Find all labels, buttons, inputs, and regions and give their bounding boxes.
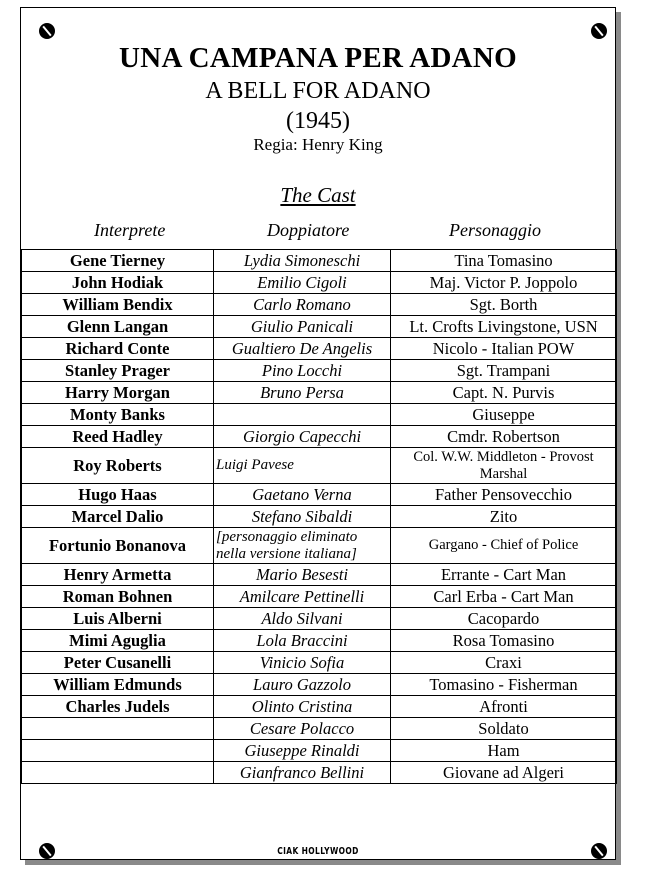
dubber-cell: Vinicio Sofia bbox=[214, 652, 391, 674]
role-cell: Rosa Tomasino bbox=[391, 630, 617, 652]
ciak-hollywood-logo: CIAK HOLLYWOOD bbox=[277, 846, 359, 857]
role-cell: Sgt. Trampani bbox=[391, 360, 617, 382]
dubber-cell: Amilcare Pettinelli bbox=[214, 586, 391, 608]
cast-plate bbox=[20, 7, 616, 860]
role-cell: Nicolo - Italian POW bbox=[391, 338, 617, 360]
table-row bbox=[22, 608, 617, 630]
actor-cell: Luis Alberni bbox=[22, 608, 214, 630]
role-cell: Ham bbox=[391, 740, 617, 762]
dubber-cell: Cesare Polacco bbox=[214, 718, 391, 740]
actor-cell: Monty Banks bbox=[22, 404, 214, 426]
dubber-cell: Gualtiero De Angelis bbox=[214, 338, 391, 360]
role-cell: Capt. N. Purvis bbox=[391, 382, 617, 404]
actor-cell: William Edmunds bbox=[22, 674, 214, 696]
role-cell: Col. W.W. Middleton - Provost Marshal bbox=[391, 448, 617, 484]
column-header-dubber: Doppiatore bbox=[267, 220, 350, 240]
dubber-cell: Lauro Gazzolo bbox=[214, 674, 391, 696]
table-row bbox=[22, 426, 617, 448]
dubber-cell: Bruno Persa bbox=[214, 382, 391, 404]
table-row bbox=[22, 316, 617, 338]
dubber-cell: Pino Locchi bbox=[214, 360, 391, 382]
cast-table bbox=[21, 249, 617, 784]
role-cell: Sgt. Borth bbox=[391, 294, 617, 316]
role-cell: Giovane ad Algeri bbox=[391, 762, 617, 784]
dubber-cell: Giuseppe Rinaldi bbox=[214, 740, 391, 762]
release-year: (1945) bbox=[286, 108, 350, 134]
role-cell: Afronti bbox=[391, 696, 617, 718]
screw-icon bbox=[39, 843, 55, 859]
actor-cell bbox=[22, 740, 214, 762]
dubber-cell: Stefano Sibaldi bbox=[214, 506, 391, 528]
dubber-cell: Mario Besesti bbox=[214, 564, 391, 586]
table-row bbox=[22, 506, 617, 528]
dubber-cell: [personaggio eliminato nella versione italiana] bbox=[214, 528, 391, 564]
actor-cell bbox=[22, 762, 214, 784]
column-header-role: Personaggio bbox=[449, 220, 541, 240]
dubber-cell: Gianfranco Bellini bbox=[214, 762, 391, 784]
actor-cell: Harry Morgan bbox=[22, 382, 214, 404]
table-row bbox=[22, 484, 617, 506]
director-credit: Regia: Henry King bbox=[253, 135, 383, 154]
actor-cell: Roman Bohnen bbox=[22, 586, 214, 608]
screw-icon bbox=[591, 843, 607, 859]
role-cell: Maj. Victor P. Joppolo bbox=[391, 272, 617, 294]
actor-cell: Richard Conte bbox=[22, 338, 214, 360]
column-header-actor: Interprete bbox=[94, 220, 166, 240]
actor-cell: Marcel Dalio bbox=[22, 506, 214, 528]
dubber-cell: Lydia Simoneschi bbox=[214, 250, 391, 272]
actor-cell: Stanley Prager bbox=[22, 360, 214, 382]
actor-cell: Hugo Haas bbox=[22, 484, 214, 506]
role-cell: Cacopardo bbox=[391, 608, 617, 630]
table-row bbox=[22, 564, 617, 586]
title-italian: UNA CAMPANA PER ADANO bbox=[118, 42, 518, 74]
actor-cell: Charles Judels bbox=[22, 696, 214, 718]
role-cell: Zito bbox=[391, 506, 617, 528]
table-row bbox=[22, 630, 617, 652]
actor-cell: Glenn Langan bbox=[22, 316, 214, 338]
table-row bbox=[22, 404, 617, 426]
table-row bbox=[22, 762, 617, 784]
table-row bbox=[22, 696, 617, 718]
actor-cell: Henry Armetta bbox=[22, 564, 214, 586]
table-row bbox=[22, 272, 617, 294]
table-row bbox=[22, 586, 617, 608]
table-row bbox=[22, 718, 617, 740]
table-row bbox=[22, 250, 617, 272]
actor-cell: John Hodiak bbox=[22, 272, 214, 294]
role-cell: Lt. Crofts Livingstone, USN bbox=[391, 316, 617, 338]
actor-cell bbox=[22, 718, 214, 740]
screw-icon bbox=[39, 23, 55, 39]
title-english: A BELL FOR ADANO bbox=[205, 78, 431, 104]
role-cell: Gargano - Chief of Police bbox=[391, 528, 617, 564]
dubber-cell: Gaetano Verna bbox=[214, 484, 391, 506]
table-row bbox=[22, 294, 617, 316]
table-row bbox=[22, 448, 617, 484]
role-cell: Tomasino - Fisherman bbox=[391, 674, 617, 696]
role-cell: Carl Erba - Cart Man bbox=[391, 586, 617, 608]
dubber-cell bbox=[214, 404, 391, 426]
table-row bbox=[22, 338, 617, 360]
dubber-cell: Aldo Silvani bbox=[214, 608, 391, 630]
dubber-cell: Emilio Cigoli bbox=[214, 272, 391, 294]
actor-cell: Peter Cusanelli bbox=[22, 652, 214, 674]
dubber-cell: Olinto Cristina bbox=[214, 696, 391, 718]
dubber-cell: Carlo Romano bbox=[214, 294, 391, 316]
actor-cell: Mimi Aguglia bbox=[22, 630, 214, 652]
role-cell: Tina Tomasino bbox=[391, 250, 617, 272]
table-row bbox=[22, 674, 617, 696]
dubber-cell: Giorgio Capecchi bbox=[214, 426, 391, 448]
role-cell: Errante - Cart Man bbox=[391, 564, 617, 586]
actor-cell: Fortunio Bonanova bbox=[22, 528, 214, 564]
dubber-cell: Giulio Panicali bbox=[214, 316, 391, 338]
actor-cell: Roy Roberts bbox=[22, 448, 214, 484]
actor-cell: William Bendix bbox=[22, 294, 214, 316]
role-cell: Father Pensovecchio bbox=[391, 484, 617, 506]
dubber-cell: Luigi Pavese bbox=[214, 448, 391, 484]
table-row bbox=[22, 528, 617, 564]
role-cell: Soldato bbox=[391, 718, 617, 740]
role-cell: Craxi bbox=[391, 652, 617, 674]
actor-cell: Gene Tierney bbox=[22, 250, 214, 272]
actor-cell: Reed Hadley bbox=[22, 426, 214, 448]
cast-heading: The Cast bbox=[280, 183, 356, 207]
table-row bbox=[22, 382, 617, 404]
dubber-cell: Lola Braccini bbox=[214, 630, 391, 652]
table-row bbox=[22, 360, 617, 382]
table-row bbox=[22, 652, 617, 674]
role-cell: Giuseppe bbox=[391, 404, 617, 426]
screw-icon bbox=[591, 23, 607, 39]
table-row bbox=[22, 740, 617, 762]
role-cell: Cmdr. Robertson bbox=[391, 426, 617, 448]
